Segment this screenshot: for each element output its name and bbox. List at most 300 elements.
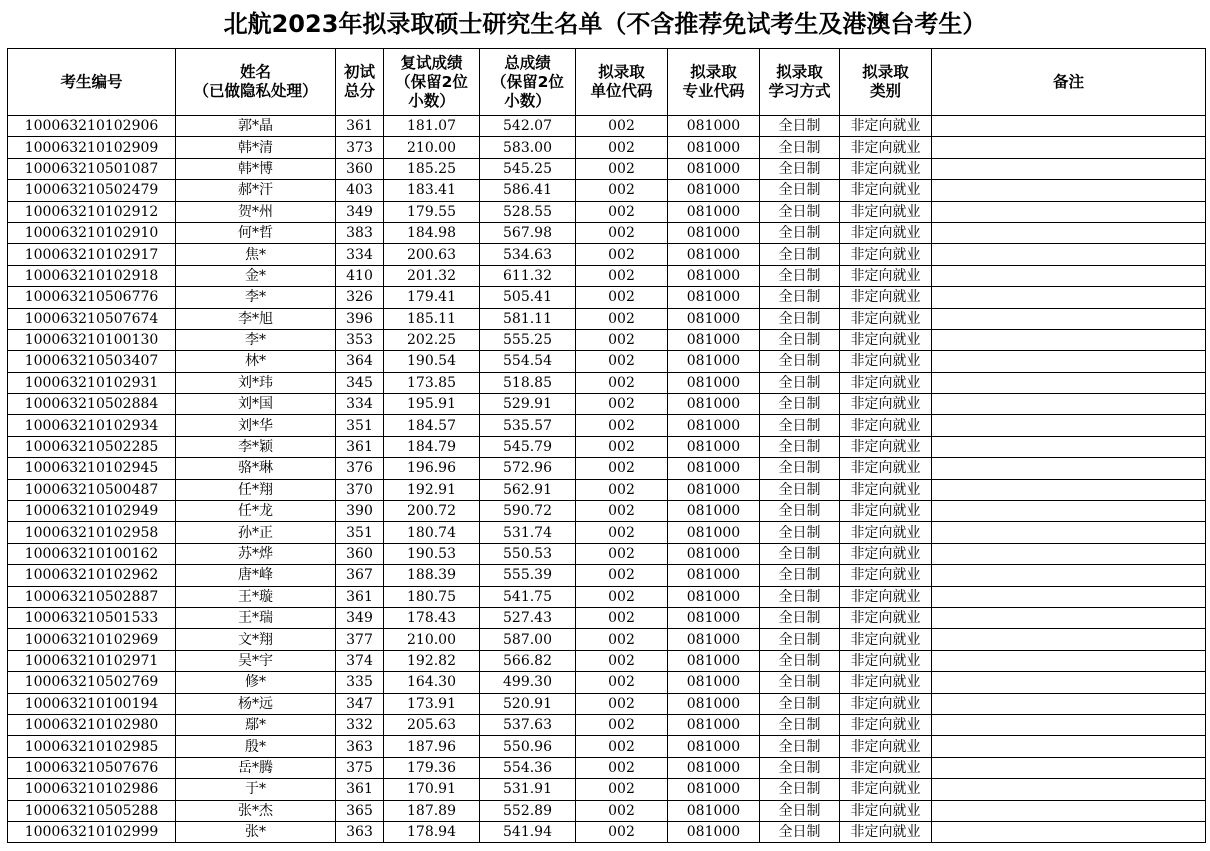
cell-unit-code: 002 bbox=[576, 629, 668, 650]
col-header-unit-code: 拟录取 单位代码 bbox=[576, 49, 668, 116]
cell-total-score: 518.85 bbox=[480, 372, 576, 393]
cell-total-score: 545.79 bbox=[480, 436, 576, 457]
cell-retest-score: 200.72 bbox=[384, 501, 480, 522]
table-row bbox=[8, 501, 1206, 522]
col-header-retest-score: 复试成绩 （保留2位 小数） bbox=[384, 49, 480, 116]
cell-prelim-score: 353 bbox=[336, 329, 384, 350]
cell-retest-score: 170.91 bbox=[384, 779, 480, 800]
cell-study-mode: 全日制 bbox=[760, 821, 840, 842]
cell-category: 非定向就业 bbox=[840, 757, 932, 778]
cell-study-mode: 全日制 bbox=[760, 714, 840, 735]
cell-major-code: 081000 bbox=[668, 351, 760, 372]
cell-category: 非定向就业 bbox=[840, 543, 932, 564]
cell-category: 非定向就业 bbox=[840, 565, 932, 586]
table-row bbox=[8, 629, 1206, 650]
cell-exam-id: 100063210100130 bbox=[8, 329, 176, 350]
cell-study-mode: 全日制 bbox=[760, 650, 840, 671]
cell-prelim-score: 373 bbox=[336, 137, 384, 158]
table-row bbox=[8, 607, 1206, 628]
cell-category: 非定向就业 bbox=[840, 222, 932, 243]
cell-study-mode: 全日制 bbox=[760, 458, 840, 479]
cell-prelim-score: 351 bbox=[336, 522, 384, 543]
cell-category: 非定向就业 bbox=[840, 180, 932, 201]
cell-name: 杨*远 bbox=[176, 693, 336, 714]
cell-exam-id: 100063210502479 bbox=[8, 180, 176, 201]
cell-remarks bbox=[932, 650, 1206, 671]
cell-exam-id: 100063210102909 bbox=[8, 137, 176, 158]
cell-exam-id: 100063210102986 bbox=[8, 779, 176, 800]
cell-exam-id: 100063210100162 bbox=[8, 543, 176, 564]
cell-remarks bbox=[932, 800, 1206, 821]
cell-prelim-score: 367 bbox=[336, 565, 384, 586]
cell-prelim-score: 365 bbox=[336, 800, 384, 821]
col-header-name: 姓名 （已做隐私处理） bbox=[176, 49, 336, 116]
table-row bbox=[8, 116, 1206, 137]
cell-category: 非定向就业 bbox=[840, 479, 932, 500]
table-row bbox=[8, 394, 1206, 415]
cell-prelim-score: 410 bbox=[336, 265, 384, 286]
cell-prelim-score: 376 bbox=[336, 458, 384, 479]
cell-category: 非定向就业 bbox=[840, 501, 932, 522]
cell-major-code: 081000 bbox=[668, 201, 760, 222]
cell-retest-score: 173.91 bbox=[384, 693, 480, 714]
cell-retest-score: 178.94 bbox=[384, 821, 480, 842]
table-row bbox=[8, 565, 1206, 586]
cell-exam-id: 100063210102980 bbox=[8, 714, 176, 735]
cell-name: 何*哲 bbox=[176, 222, 336, 243]
cell-major-code: 081000 bbox=[668, 394, 760, 415]
cell-remarks bbox=[932, 607, 1206, 628]
cell-remarks bbox=[932, 222, 1206, 243]
cell-major-code: 081000 bbox=[668, 714, 760, 735]
cell-retest-score: 187.89 bbox=[384, 800, 480, 821]
cell-retest-score: 173.85 bbox=[384, 372, 480, 393]
cell-retest-score: 184.79 bbox=[384, 436, 480, 457]
cell-unit-code: 002 bbox=[576, 158, 668, 179]
cell-retest-score: 195.91 bbox=[384, 394, 480, 415]
cell-name: 王*瑞 bbox=[176, 607, 336, 628]
table-row bbox=[8, 372, 1206, 393]
cell-total-score: 583.00 bbox=[480, 137, 576, 158]
table-row bbox=[8, 287, 1206, 308]
cell-total-score: 531.91 bbox=[480, 779, 576, 800]
cell-study-mode: 全日制 bbox=[760, 779, 840, 800]
cell-prelim-score: 361 bbox=[336, 779, 384, 800]
cell-total-score: 541.94 bbox=[480, 821, 576, 842]
cell-unit-code: 002 bbox=[576, 180, 668, 201]
cell-retest-score: 210.00 bbox=[384, 629, 480, 650]
cell-unit-code: 002 bbox=[576, 714, 668, 735]
cell-exam-id: 100063210102999 bbox=[8, 821, 176, 842]
cell-study-mode: 全日制 bbox=[760, 158, 840, 179]
cell-name: 骆*琳 bbox=[176, 458, 336, 479]
cell-total-score: 581.11 bbox=[480, 308, 576, 329]
cell-prelim-score: 363 bbox=[336, 821, 384, 842]
cell-category: 非定向就业 bbox=[840, 458, 932, 479]
cell-name: 任*龙 bbox=[176, 501, 336, 522]
cell-total-score: 554.54 bbox=[480, 351, 576, 372]
cell-retest-score: 190.54 bbox=[384, 351, 480, 372]
cell-retest-score: 179.41 bbox=[384, 287, 480, 308]
cell-total-score: 545.25 bbox=[480, 158, 576, 179]
cell-total-score: 528.55 bbox=[480, 201, 576, 222]
admission-table bbox=[7, 48, 1206, 843]
header-row bbox=[8, 49, 1206, 116]
cell-unit-code: 002 bbox=[576, 222, 668, 243]
cell-name: 张* bbox=[176, 821, 336, 842]
cell-category: 非定向就业 bbox=[840, 265, 932, 286]
cell-retest-score: 164.30 bbox=[384, 672, 480, 693]
cell-major-code: 081000 bbox=[668, 779, 760, 800]
table-row bbox=[8, 779, 1206, 800]
cell-name: 郭*晶 bbox=[176, 116, 336, 137]
cell-unit-code: 002 bbox=[576, 543, 668, 564]
cell-category: 非定向就业 bbox=[840, 287, 932, 308]
cell-total-score: 550.96 bbox=[480, 736, 576, 757]
cell-remarks bbox=[932, 672, 1206, 693]
cell-unit-code: 002 bbox=[576, 329, 668, 350]
cell-name: 李* bbox=[176, 329, 336, 350]
cell-unit-code: 002 bbox=[576, 586, 668, 607]
cell-remarks bbox=[932, 693, 1206, 714]
cell-remarks bbox=[932, 586, 1206, 607]
cell-name: 孙*正 bbox=[176, 522, 336, 543]
table-row bbox=[8, 479, 1206, 500]
cell-name: 李*颖 bbox=[176, 436, 336, 457]
cell-retest-score: 185.25 bbox=[384, 158, 480, 179]
cell-major-code: 081000 bbox=[668, 650, 760, 671]
cell-major-code: 081000 bbox=[668, 821, 760, 842]
cell-study-mode: 全日制 bbox=[760, 394, 840, 415]
cell-unit-code: 002 bbox=[576, 501, 668, 522]
cell-remarks bbox=[932, 629, 1206, 650]
cell-prelim-score: 361 bbox=[336, 116, 384, 137]
cell-category: 非定向就业 bbox=[840, 137, 932, 158]
cell-exam-id: 100063210100194 bbox=[8, 693, 176, 714]
cell-category: 非定向就业 bbox=[840, 779, 932, 800]
cell-name: 鄢* bbox=[176, 714, 336, 735]
cell-name: 金* bbox=[176, 265, 336, 286]
cell-prelim-score: 332 bbox=[336, 714, 384, 735]
cell-retest-score: 210.00 bbox=[384, 137, 480, 158]
cell-major-code: 081000 bbox=[668, 265, 760, 286]
cell-study-mode: 全日制 bbox=[760, 757, 840, 778]
cell-exam-id: 100063210102918 bbox=[8, 265, 176, 286]
cell-exam-id: 100063210502769 bbox=[8, 672, 176, 693]
cell-prelim-score: 360 bbox=[336, 543, 384, 564]
cell-unit-code: 002 bbox=[576, 265, 668, 286]
cell-unit-code: 002 bbox=[576, 479, 668, 500]
table-row bbox=[8, 821, 1206, 842]
cell-unit-code: 002 bbox=[576, 672, 668, 693]
table-row bbox=[8, 436, 1206, 457]
cell-name: 林* bbox=[176, 351, 336, 372]
page-title: 北航2023年拟录取硕士研究生名单（不含推荐免试考生及港澳台考生） bbox=[223, 10, 987, 38]
cell-study-mode: 全日制 bbox=[760, 736, 840, 757]
table-row bbox=[8, 158, 1206, 179]
cell-category: 非定向就业 bbox=[840, 394, 932, 415]
cell-study-mode: 全日制 bbox=[760, 586, 840, 607]
cell-remarks bbox=[932, 779, 1206, 800]
cell-name: 焦* bbox=[176, 244, 336, 265]
cell-remarks bbox=[932, 436, 1206, 457]
cell-prelim-score: 377 bbox=[336, 629, 384, 650]
cell-total-score: 499.30 bbox=[480, 672, 576, 693]
col-header-major-code: 拟录取 专业代码 bbox=[668, 49, 760, 116]
cell-prelim-score: 361 bbox=[336, 586, 384, 607]
cell-study-mode: 全日制 bbox=[760, 116, 840, 137]
cell-remarks bbox=[932, 736, 1206, 757]
cell-study-mode: 全日制 bbox=[760, 479, 840, 500]
cell-total-score: 541.75 bbox=[480, 586, 576, 607]
cell-study-mode: 全日制 bbox=[760, 501, 840, 522]
cell-unit-code: 002 bbox=[576, 736, 668, 757]
cell-prelim-score: 403 bbox=[336, 180, 384, 201]
cell-remarks bbox=[932, 415, 1206, 436]
cell-study-mode: 全日制 bbox=[760, 287, 840, 308]
cell-name: 修* bbox=[176, 672, 336, 693]
cell-major-code: 081000 bbox=[668, 372, 760, 393]
cell-category: 非定向就业 bbox=[840, 158, 932, 179]
cell-category: 非定向就业 bbox=[840, 714, 932, 735]
cell-prelim-score: 347 bbox=[336, 693, 384, 714]
cell-study-mode: 全日制 bbox=[760, 629, 840, 650]
cell-prelim-score: 383 bbox=[336, 222, 384, 243]
cell-major-code: 081000 bbox=[668, 137, 760, 158]
cell-exam-id: 100063210102971 bbox=[8, 650, 176, 671]
cell-name: 于* bbox=[176, 779, 336, 800]
cell-major-code: 081000 bbox=[668, 287, 760, 308]
table-row bbox=[8, 586, 1206, 607]
cell-remarks bbox=[932, 308, 1206, 329]
cell-retest-score: 201.32 bbox=[384, 265, 480, 286]
cell-name: 唐*峰 bbox=[176, 565, 336, 586]
table-row bbox=[8, 736, 1206, 757]
cell-major-code: 081000 bbox=[668, 436, 760, 457]
cell-unit-code: 002 bbox=[576, 372, 668, 393]
cell-retest-score: 179.55 bbox=[384, 201, 480, 222]
cell-unit-code: 002 bbox=[576, 308, 668, 329]
cell-category: 非定向就业 bbox=[840, 244, 932, 265]
cell-exam-id: 100063210102958 bbox=[8, 522, 176, 543]
cell-unit-code: 002 bbox=[576, 779, 668, 800]
cell-total-score: 537.63 bbox=[480, 714, 576, 735]
cell-total-score: 531.74 bbox=[480, 522, 576, 543]
cell-total-score: 586.41 bbox=[480, 180, 576, 201]
col-header-remarks: 备注 bbox=[932, 49, 1206, 116]
cell-retest-score: 205.63 bbox=[384, 714, 480, 735]
table-header bbox=[8, 49, 1206, 116]
cell-remarks bbox=[932, 180, 1206, 201]
cell-name: 任*翔 bbox=[176, 479, 336, 500]
cell-major-code: 081000 bbox=[668, 522, 760, 543]
cell-retest-score: 180.74 bbox=[384, 522, 480, 543]
cell-retest-score: 184.57 bbox=[384, 415, 480, 436]
cell-total-score: 542.07 bbox=[480, 116, 576, 137]
cell-category: 非定向就业 bbox=[840, 372, 932, 393]
table-row bbox=[8, 351, 1206, 372]
cell-unit-code: 002 bbox=[576, 800, 668, 821]
table-row bbox=[8, 458, 1206, 479]
cell-study-mode: 全日制 bbox=[760, 308, 840, 329]
cell-retest-score: 179.36 bbox=[384, 757, 480, 778]
table-row bbox=[8, 714, 1206, 735]
cell-prelim-score: 396 bbox=[336, 308, 384, 329]
cell-remarks bbox=[932, 244, 1206, 265]
cell-study-mode: 全日制 bbox=[760, 244, 840, 265]
cell-exam-id: 100063210502285 bbox=[8, 436, 176, 457]
cell-prelim-score: 334 bbox=[336, 394, 384, 415]
cell-study-mode: 全日制 bbox=[760, 201, 840, 222]
cell-total-score: 505.41 bbox=[480, 287, 576, 308]
cell-retest-score: 188.39 bbox=[384, 565, 480, 586]
cell-category: 非定向就业 bbox=[840, 522, 932, 543]
cell-remarks bbox=[932, 821, 1206, 842]
table-row bbox=[8, 415, 1206, 436]
cell-unit-code: 002 bbox=[576, 201, 668, 222]
cell-total-score: 590.72 bbox=[480, 501, 576, 522]
cell-unit-code: 002 bbox=[576, 244, 668, 265]
cell-exam-id: 100063210502884 bbox=[8, 394, 176, 415]
cell-total-score: 552.89 bbox=[480, 800, 576, 821]
cell-major-code: 081000 bbox=[668, 158, 760, 179]
col-header-category: 拟录取 类别 bbox=[840, 49, 932, 116]
cell-prelim-score: 361 bbox=[336, 436, 384, 457]
cell-exam-id: 100063210102962 bbox=[8, 565, 176, 586]
cell-unit-code: 002 bbox=[576, 650, 668, 671]
col-header-prelim-score: 初试 总分 bbox=[336, 49, 384, 116]
cell-major-code: 081000 bbox=[668, 222, 760, 243]
table-row bbox=[8, 329, 1206, 350]
table-row bbox=[8, 650, 1206, 671]
cell-category: 非定向就业 bbox=[840, 693, 932, 714]
cell-category: 非定向就业 bbox=[840, 736, 932, 757]
cell-name: 刘*玮 bbox=[176, 372, 336, 393]
col-header-exam-id: 考生编号 bbox=[8, 49, 176, 116]
cell-major-code: 081000 bbox=[668, 543, 760, 564]
cell-remarks bbox=[932, 543, 1206, 564]
cell-unit-code: 002 bbox=[576, 394, 668, 415]
cell-name: 王*璇 bbox=[176, 586, 336, 607]
cell-study-mode: 全日制 bbox=[760, 693, 840, 714]
cell-study-mode: 全日制 bbox=[760, 265, 840, 286]
cell-major-code: 081000 bbox=[668, 629, 760, 650]
cell-remarks bbox=[932, 372, 1206, 393]
cell-exam-id: 100063210102912 bbox=[8, 201, 176, 222]
cell-retest-score: 200.63 bbox=[384, 244, 480, 265]
cell-total-score: 527.43 bbox=[480, 607, 576, 628]
cell-remarks bbox=[932, 714, 1206, 735]
cell-unit-code: 002 bbox=[576, 137, 668, 158]
cell-category: 非定向就业 bbox=[840, 821, 932, 842]
cell-unit-code: 002 bbox=[576, 565, 668, 586]
table-row bbox=[8, 201, 1206, 222]
cell-exam-id: 100063210507674 bbox=[8, 308, 176, 329]
cell-remarks bbox=[932, 522, 1206, 543]
cell-category: 非定向就业 bbox=[840, 329, 932, 350]
cell-major-code: 081000 bbox=[668, 116, 760, 137]
cell-exam-id: 100063210102917 bbox=[8, 244, 176, 265]
table-row bbox=[8, 757, 1206, 778]
cell-exam-id: 100063210102985 bbox=[8, 736, 176, 757]
cell-category: 非定向就业 bbox=[840, 201, 932, 222]
table-row bbox=[8, 180, 1206, 201]
cell-major-code: 081000 bbox=[668, 586, 760, 607]
cell-retest-score: 192.82 bbox=[384, 650, 480, 671]
cell-exam-id: 100063210506776 bbox=[8, 287, 176, 308]
cell-category: 非定向就业 bbox=[840, 308, 932, 329]
cell-exam-id: 100063210102969 bbox=[8, 629, 176, 650]
cell-category: 非定向就业 bbox=[840, 607, 932, 628]
cell-remarks bbox=[932, 116, 1206, 137]
cell-study-mode: 全日制 bbox=[760, 351, 840, 372]
cell-total-score: 555.25 bbox=[480, 329, 576, 350]
cell-exam-id: 100063210505288 bbox=[8, 800, 176, 821]
cell-prelim-score: 351 bbox=[336, 415, 384, 436]
cell-prelim-score: 349 bbox=[336, 607, 384, 628]
cell-unit-code: 002 bbox=[576, 415, 668, 436]
cell-remarks bbox=[932, 351, 1206, 372]
cell-major-code: 081000 bbox=[668, 607, 760, 628]
cell-exam-id: 100063210102949 bbox=[8, 501, 176, 522]
cell-exam-id: 100063210503407 bbox=[8, 351, 176, 372]
cell-total-score: 520.91 bbox=[480, 693, 576, 714]
cell-unit-code: 002 bbox=[576, 287, 668, 308]
cell-major-code: 081000 bbox=[668, 693, 760, 714]
cell-name: 岳*腾 bbox=[176, 757, 336, 778]
cell-name: 郝*汗 bbox=[176, 180, 336, 201]
cell-retest-score: 192.91 bbox=[384, 479, 480, 500]
cell-major-code: 081000 bbox=[668, 501, 760, 522]
cell-remarks bbox=[932, 265, 1206, 286]
table-row bbox=[8, 244, 1206, 265]
cell-retest-score: 196.96 bbox=[384, 458, 480, 479]
cell-name: 文*翔 bbox=[176, 629, 336, 650]
cell-name: 苏*烨 bbox=[176, 543, 336, 564]
table-row bbox=[8, 265, 1206, 286]
table-row bbox=[8, 308, 1206, 329]
cell-major-code: 081000 bbox=[668, 180, 760, 201]
cell-study-mode: 全日制 bbox=[760, 672, 840, 693]
table-row bbox=[8, 137, 1206, 158]
cell-retest-score: 184.98 bbox=[384, 222, 480, 243]
cell-prelim-score: 335 bbox=[336, 672, 384, 693]
table-row bbox=[8, 693, 1206, 714]
cell-unit-code: 002 bbox=[576, 522, 668, 543]
cell-prelim-score: 326 bbox=[336, 287, 384, 308]
cell-exam-id: 100063210102910 bbox=[8, 222, 176, 243]
col-header-study-mode: 拟录取 学习方式 bbox=[760, 49, 840, 116]
cell-study-mode: 全日制 bbox=[760, 137, 840, 158]
table-row bbox=[8, 522, 1206, 543]
cell-major-code: 081000 bbox=[668, 736, 760, 757]
cell-name: 贺*州 bbox=[176, 201, 336, 222]
cell-total-score: 550.53 bbox=[480, 543, 576, 564]
cell-major-code: 081000 bbox=[668, 757, 760, 778]
cell-major-code: 081000 bbox=[668, 415, 760, 436]
cell-prelim-score: 360 bbox=[336, 158, 384, 179]
cell-remarks bbox=[932, 137, 1206, 158]
cell-major-code: 081000 bbox=[668, 672, 760, 693]
table-row bbox=[8, 800, 1206, 821]
cell-exam-id: 100063210102931 bbox=[8, 372, 176, 393]
cell-remarks bbox=[932, 287, 1206, 308]
cell-total-score: 562.91 bbox=[480, 479, 576, 500]
cell-major-code: 081000 bbox=[668, 458, 760, 479]
cell-study-mode: 全日制 bbox=[760, 222, 840, 243]
cell-prelim-score: 334 bbox=[336, 244, 384, 265]
cell-major-code: 081000 bbox=[668, 329, 760, 350]
